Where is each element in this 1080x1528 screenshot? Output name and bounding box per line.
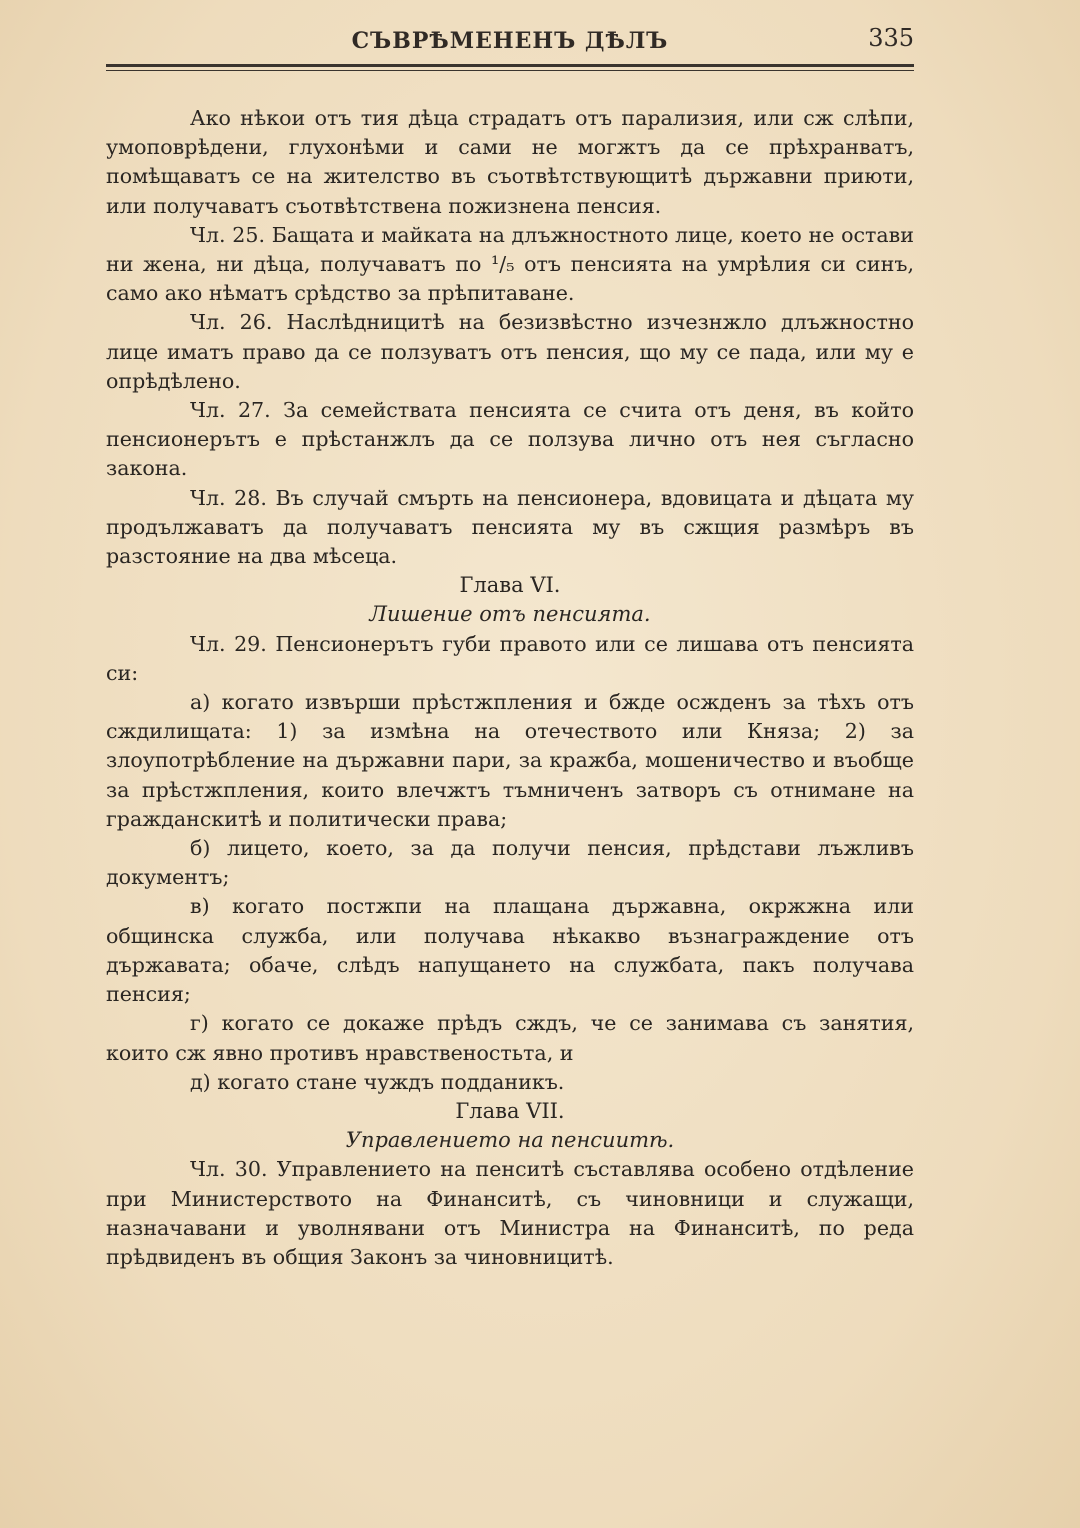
article-29-item-g: г) когато се докаже прѣдъ сждъ, че се занимава съ занятия, които сж явно противъ нравственостьта, и (106, 1011, 914, 1065)
article-29-item-v: в) когато постжпи на плащана държавна, окржжна или общинска служба, или получава нѣкакво възнаграждение отъ държавата; обаче, слѣдъ напущането на службата, пакъ получава пенсия; (106, 894, 914, 1007)
article-26: Чл. 26. Наслѣдницитѣ на безизвѣстно изчезнжло длъжностно лице иматъ право да се ползуватъ отъ пенсия, що му се пада, или му е опрѣдѣлено. (106, 310, 914, 393)
chapter-7-title: Управлението на пенсиитѣ. (345, 1128, 675, 1153)
article-29-item-a: а) когато извърши прѣстжпления и бжде осжденъ за тѣхъ отъ сждилищата: 1) за измѣна на отечеството или Княза; 2) за злоупотрѣбление на държавни пари, за кражба, мошеничество и въобще за прѣстжпления, които влечжтъ тъмниченъ затворъ съ отнимане на гражданскитѣ и политически права; (106, 690, 914, 831)
article-29-item-d: д) когато стане чуждъ подданикъ. (190, 1069, 565, 1094)
paragraph-orphans: Ако нѣкои отъ тия дѣца страдатъ отъ парализия, или сж слѣпи, умоповрѣдени, глухонѣми и сами не могжтъ да се прѣхранватъ, помѣщаватъ се на жителство въ съотвѣтствующитѣ държавни приюти, или получаватъ съотвѣтствена пожизнена пенсия. (106, 106, 914, 218)
article-25: Чл. 25. Бащата и майката на длъжностното лице, което не остави ни жена, ни дѣца, получаватъ по ¹/₅ отъ пенсията на умрѣлия си синъ, само ако нѣматъ срѣдство за прѣпитаване. (106, 222, 914, 306)
chapter-6-label: Глава VI. (459, 573, 561, 598)
article-28: Чл. 28. Въ случай смърть на пенсионера, вдовицата и дѣцата му продължаватъ да получаватъ пенсията му въ сжщия размѣръ въ разстояние на два мѣсеца. (106, 485, 914, 569)
chapter-7-label: Глава VII. (455, 1098, 565, 1123)
article-29-item-b: б) лицето, което, за да получи пенсия, прѣдстави лъжливъ документъ; (106, 836, 914, 890)
running-title: СЪВРѢМЕНЕНЪ ДѢЛЪ (351, 28, 669, 54)
page-body (106, 104, 914, 1272)
article-29-intro: Чл. 29. Пенсионерътъ губи правото или се лишава отъ пенсията си: (106, 631, 914, 685)
article-27: Чл. 27. За семействата пенсията се счита отъ деня, въ който пенсионерътъ е прѣстанжлъ да се ползува лично отъ нея съгласно закона. (106, 398, 914, 481)
page-number: 335 (868, 24, 914, 52)
header-rule-thin (106, 70, 914, 71)
header-rule-thick (106, 64, 914, 67)
chapter-6-title: Лишение отъ пенсията. (369, 602, 651, 627)
article-30: Чл. 30. Управлението на пенситѣ съставлява особено отдѣление при Министерството на Финанситѣ, съ чиновници и служащи, назначавани и уволнявани отъ Министра на Финанситѣ, по реда прѣдвиденъ въ общия Законъ за чиновницитѣ. (106, 1157, 914, 1269)
running-header (106, 18, 914, 62)
